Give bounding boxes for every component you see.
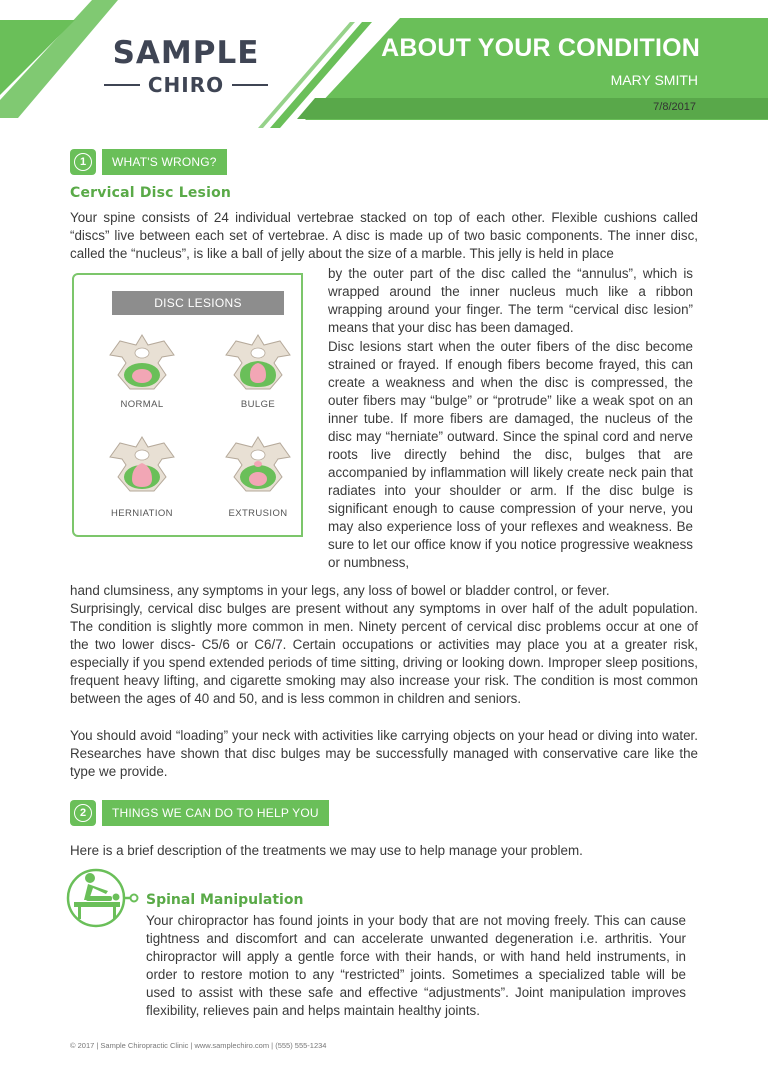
vertebra-extrusion-illustration bbox=[222, 433, 294, 495]
treatment-description: Your chiropractor has found joints in your body that are not moving freely. This can cause tightness and discomfort and can accelerate unwanted degeneration i.e. arthritis. Your chiropractor will apply a gentle force with their hands, or with hand held instruments, in order to restore motion to any “restricted” joints. Sometimes a specialized table will be used to assist with these safe and effective “adjustments”. Joint manipulation improves flexibility, relieves pain and helps maintain healthy joints. bbox=[146, 913, 686, 1018]
clinic-logo bbox=[96, 36, 276, 97]
logo-divider bbox=[104, 84, 140, 86]
vertebra-normal-illustration bbox=[106, 331, 178, 393]
disc-lesions-figure bbox=[72, 273, 303, 537]
vertebra-herniation-illustration bbox=[106, 433, 178, 495]
figure-title: DISC LESIONS bbox=[112, 291, 284, 315]
treatments-intro: Here is a brief description of the treatments we may use to help manage your problem. bbox=[70, 843, 583, 858]
section-2-header bbox=[70, 800, 329, 826]
section-label: WHAT'S WRONG? bbox=[102, 149, 227, 175]
label-herniation: HERNIATION bbox=[111, 508, 173, 519]
paragraph-intro: Your spine consists of 24 individual vertebrae stacked on top of each other. Flexible cushions called “discs” live between each set of vertebrae. A disc is made up of two basic components. The inner disc, called the “nucleus”, is like a ball of jelly about the size of a marble. This jelly is held in place bbox=[70, 210, 698, 261]
treatment-title: Spinal Manipulation bbox=[146, 892, 304, 908]
spinal-manipulation-icon bbox=[64, 866, 140, 930]
label-bulge: BULGE bbox=[240, 399, 276, 410]
report-date: 7/8/2017 bbox=[653, 101, 696, 113]
section-number: 1 bbox=[74, 153, 92, 171]
paragraph-annulus: by the outer part of the disc called the “annulus”, which is wrapped around the inner nucleus much like a ribbon wrapping around your finger. The term “cervical disc lesion” means that your disc has been damaged. bbox=[328, 266, 693, 335]
logo-divider bbox=[232, 84, 268, 86]
logo-sample-text: SAMPLE bbox=[112, 35, 260, 71]
paragraph-prevalence: Surprisingly, cervical disc bulges are present without any symptoms in over half of the adult population. The condition is slightly more common in men. Ninety percent of cervical disc problems occur at one of the two lower discs- C5/6 or C6/7. Certain occupations or activities may place you at a greater risk, especially if you spend extended periods of time sitting, driving or looking down. Improper sleep positions, frequent heavy lifting, and cigarette smoking may also increase your risk. The condition is most common between the ages of 40 and 50, and is less common in children and seniors. bbox=[70, 601, 698, 706]
footer-copyright: © 2017 | Sample Chiropractic Clinic | www.samplechiro.com | (555) 555-1234 bbox=[70, 1041, 327, 1050]
section-number-badge bbox=[70, 149, 96, 175]
section-number-badge bbox=[70, 800, 96, 826]
label-extrusion: EXTRUSION bbox=[228, 508, 288, 519]
paragraph-symptoms: hand clumsiness, any symptoms in your legs, any loss of bowel or bladder control, or fever. bbox=[70, 583, 610, 598]
paragraph-disc-lesions: Disc lesions start when the outer fibers of the disc become strained or frayed. If enough fibers become frayed, this can create a weakness and when the disc is compressed, the outer fibers may “bulge” or “protrude” like a weak spot on an inner tube. If more fibers are damaged, the nucleus of the disc may “herniate” outward. Since the spinal cord and nerve roots live directly behind the disc, bulges that are accompanied by inflammation will likely create neck pain that radiates into your shoulder or arm. If the disc bulge is significant enough to cause compression of your nerve, you may also experience loss of your reflexes and weakness. Be sure to let our office know if you notice progressive weakness or numbness, bbox=[328, 339, 693, 570]
condition-title: Cervical Disc Lesion bbox=[70, 185, 232, 201]
section-1-header bbox=[70, 149, 227, 175]
paragraph-avoid: You should avoid “loading” your neck with activities like carrying objects on your head or diving into water. Researches have shown that disc bulges may be successfully managed with conservative care like the type we provide. bbox=[70, 728, 698, 779]
page-title: ABOUT YOUR CONDITION bbox=[381, 34, 700, 62]
patient-name: MARY SMITH bbox=[610, 72, 698, 88]
section-number: 2 bbox=[74, 804, 92, 822]
vertebra-bulge-illustration bbox=[222, 331, 294, 393]
logo-chiro-text: CHIRO bbox=[147, 73, 225, 97]
label-normal: NORMAL bbox=[120, 399, 164, 410]
section-label: THINGS WE CAN DO TO HELP YOU bbox=[102, 800, 329, 826]
